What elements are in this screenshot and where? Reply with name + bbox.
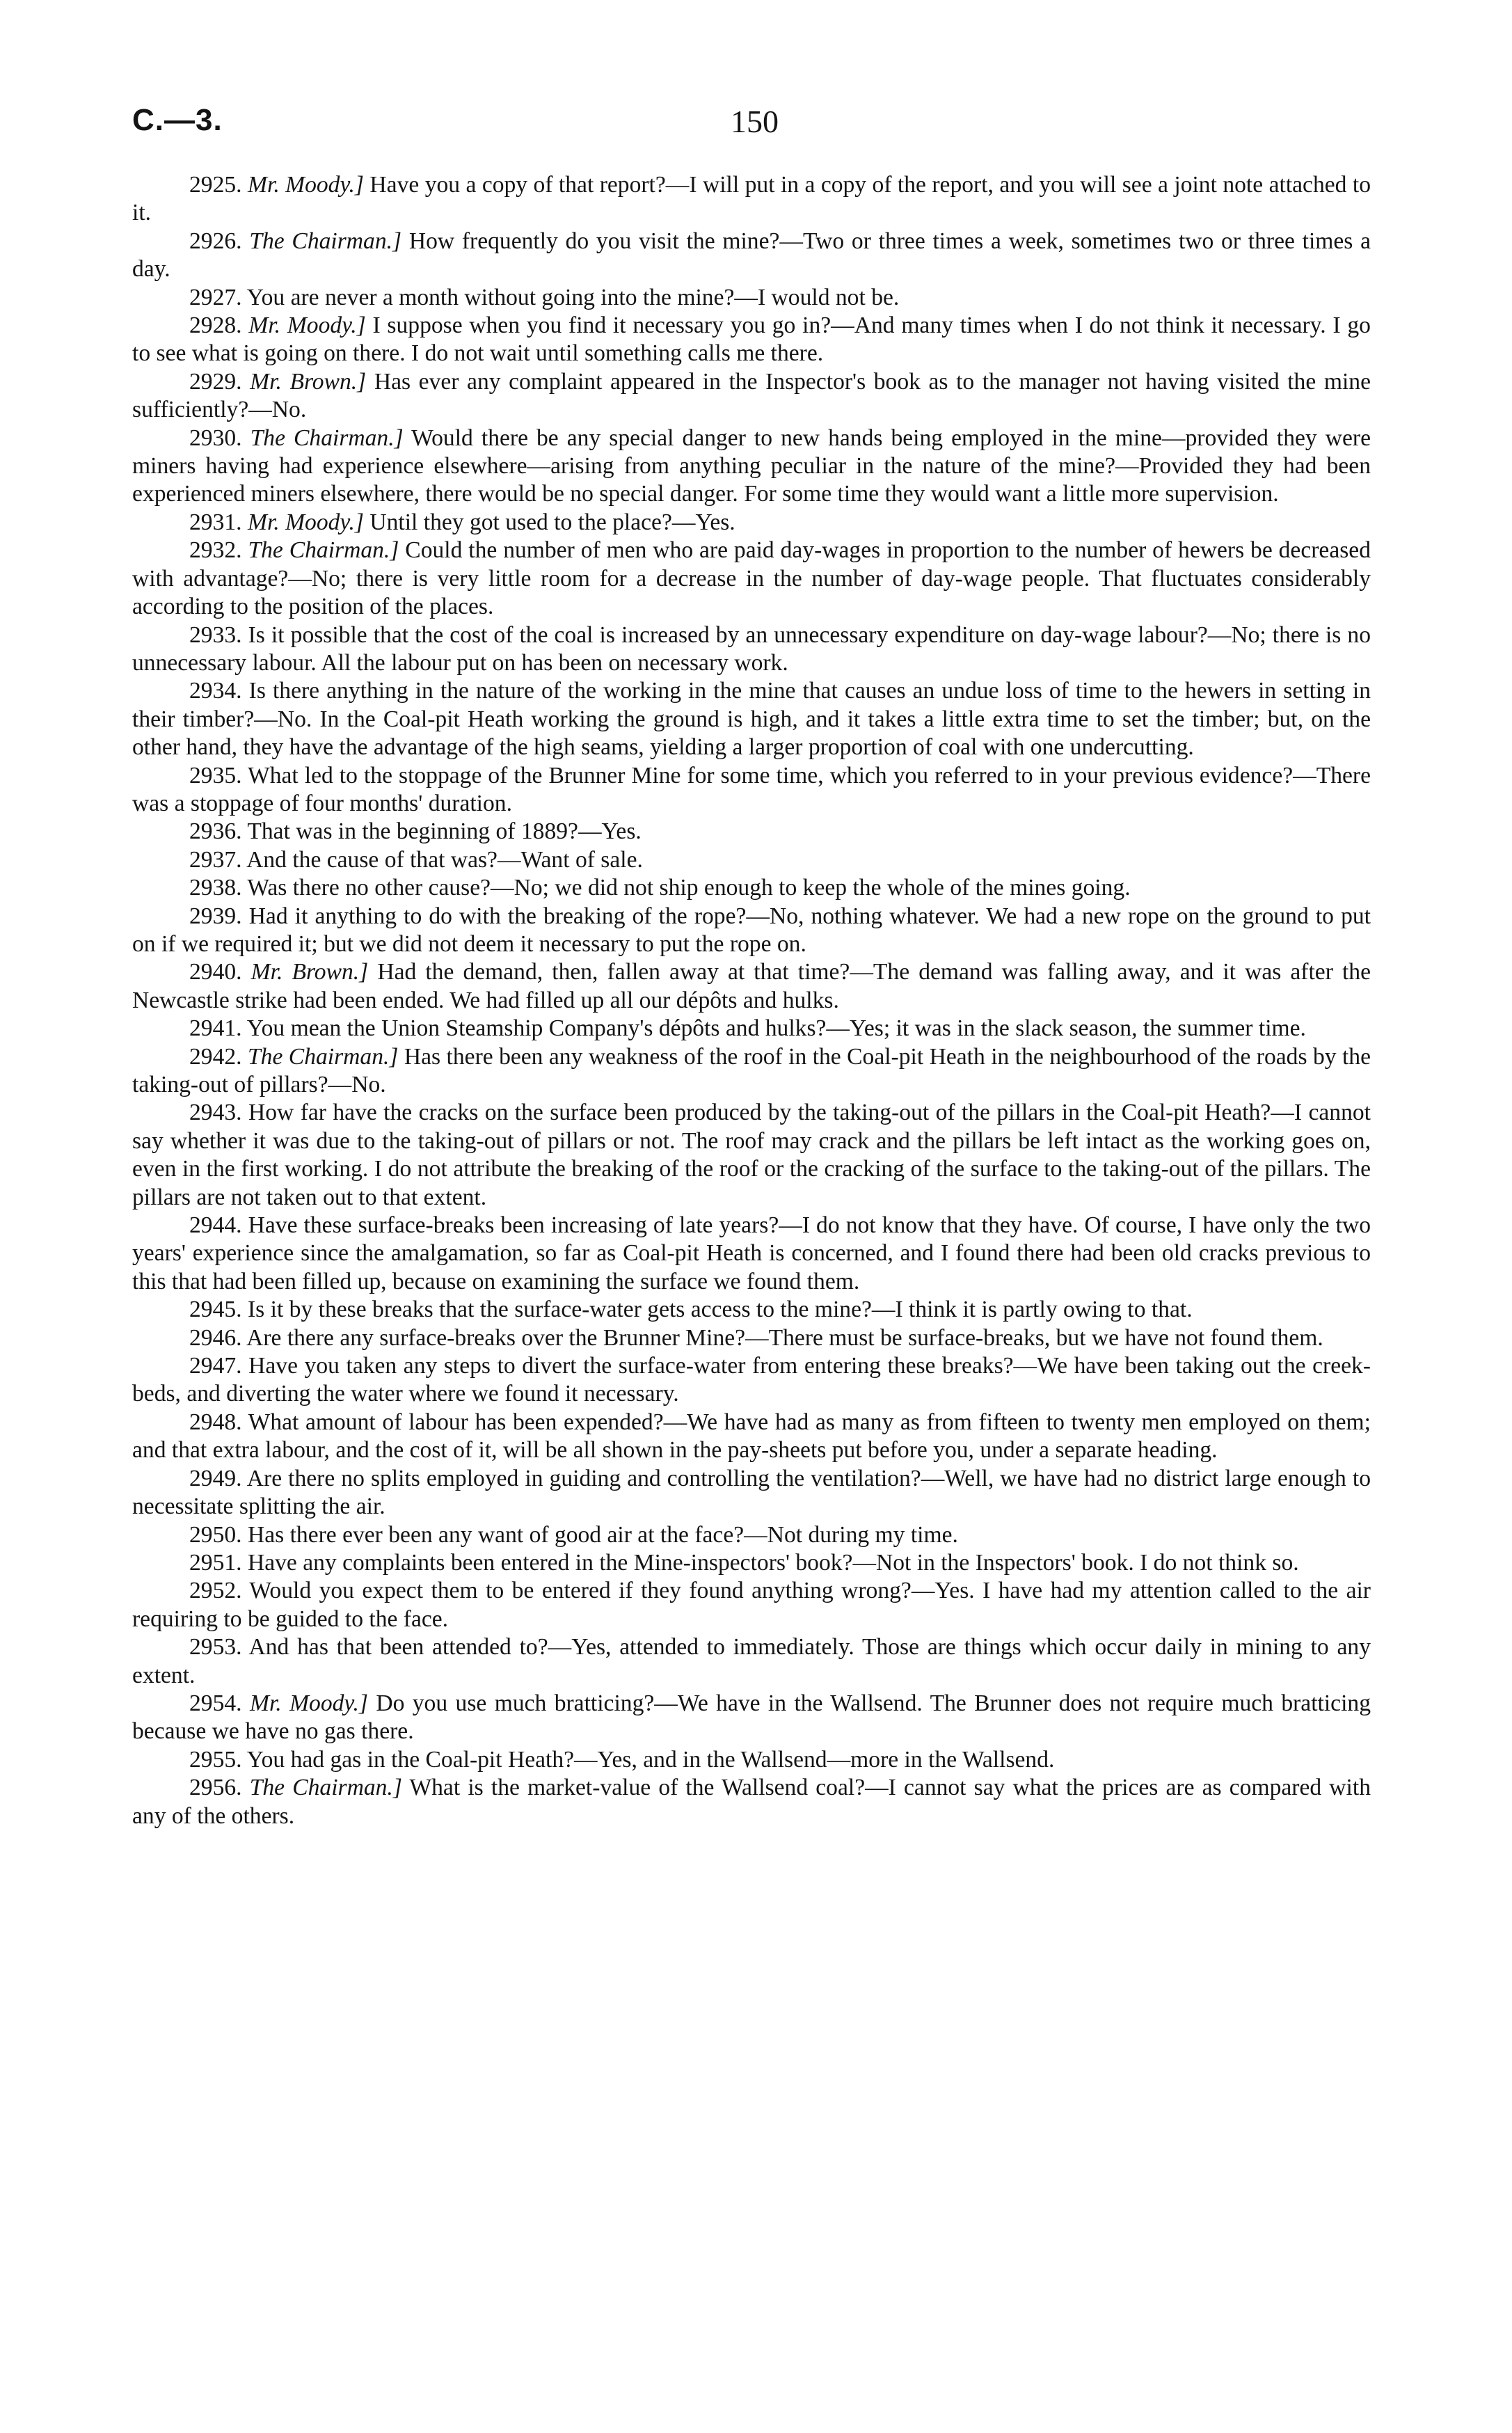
question-answer-text: You mean the Union Steamship Company's dépôts and hulks?—Yes; it was in the slack season, the summer time. bbox=[246, 1015, 1306, 1042]
question-paragraph bbox=[132, 762, 1371, 818]
question-number: 2956. bbox=[189, 1775, 242, 1801]
question-paragraph bbox=[132, 1577, 1371, 1633]
question-answer-text: Has ever any complaint appeared in the Inspector's book as to the manager not having visited the mine sufficiently?—No. bbox=[132, 368, 1371, 423]
question-answer-text: Is it possible that the cost of the coal is increased by an unnecessary expenditure on day-wage labour?—No; there is no unnecessary labour. All the labour put on has been on necessary work. bbox=[132, 621, 1371, 676]
question-answer-text: You had gas in the Coal-pit Heath?—Yes, and in the Wallsend—more in the Wallsend. bbox=[246, 1746, 1055, 1773]
question-answer-text: Are there any surface-breaks over the Brunner Mine?—There must be surface-breaks, but we have not found them. bbox=[246, 1324, 1323, 1351]
question-number: 2947. bbox=[189, 1353, 242, 1379]
question-number: 2930. bbox=[189, 425, 242, 451]
question-number: 2928. bbox=[189, 312, 242, 339]
question-paragraph bbox=[132, 846, 1371, 874]
question-paragraph bbox=[132, 1296, 1371, 1324]
question-paragraph bbox=[132, 621, 1371, 678]
question-answer-text: Do you use much bratticing?—We have in the Wallsend. The Brunner does not require much bratticing because we have no gas there. bbox=[132, 1690, 1371, 1745]
question-answer-text: That was in the beginning of 1889?—Yes. bbox=[247, 818, 642, 845]
question-paragraph bbox=[132, 1633, 1371, 1690]
question-number: 2950. bbox=[189, 1521, 242, 1548]
question-number: 2927. bbox=[189, 284, 242, 310]
question-number: 2934. bbox=[189, 678, 242, 704]
question-paragraph bbox=[132, 818, 1371, 846]
question-paragraph bbox=[132, 1521, 1371, 1549]
question-answer-text: Had the demand, then, fallen away at that time?—The demand was falling away, and it was after the Newcastle strike had been ended. We had filled up all our dépôts and hulks. bbox=[132, 959, 1371, 1013]
question-number: 2948. bbox=[189, 1409, 242, 1435]
question-answer-text: How frequently do you visit the mine?—Two or three times a week, sometimes two or three times a day. bbox=[132, 228, 1371, 283]
question-answer-text: Have any complaints been entered in the Mine-inspectors' book?—Not in the Inspectors' book. I do not think so. bbox=[247, 1549, 1299, 1576]
question-paragraph bbox=[132, 1690, 1371, 1746]
question-number: 2932. bbox=[189, 537, 242, 564]
question-paragraph bbox=[132, 1324, 1371, 1352]
question-answer-text: Until they got used to the place?—Yes. bbox=[363, 509, 735, 535]
question-number: 2926. bbox=[189, 228, 242, 254]
question-paragraph bbox=[132, 1746, 1371, 1774]
question-number: 2945. bbox=[189, 1297, 242, 1323]
question-paragraph bbox=[132, 368, 1371, 425]
question-number: 2951. bbox=[189, 1549, 242, 1576]
speaker-name: Mr. Moody.] bbox=[249, 1690, 368, 1716]
question-number: 2935. bbox=[189, 762, 242, 788]
question-paragraph bbox=[132, 1465, 1371, 1521]
question-paragraph bbox=[132, 425, 1371, 509]
question-paragraph bbox=[132, 1043, 1371, 1100]
question-number: 2949. bbox=[189, 1465, 242, 1491]
speaker-name: The Chairman.] bbox=[249, 228, 402, 254]
question-answer-text: And has that been attended to?—Yes, attended to immediately. Those are things which occur daily in mining to any extent. bbox=[132, 1634, 1371, 1688]
question-paragraph bbox=[132, 171, 1371, 228]
question-answer-text: And the cause of that was?—Want of sale. bbox=[246, 846, 643, 873]
question-paragraph bbox=[132, 537, 1371, 621]
question-answer-text: Have you taken any steps to divert the surface-water from entering these breaks?—We have been taking out the creek-beds, and diverting the water where we found it necessary. bbox=[132, 1353, 1371, 1407]
question-answer-text: How far have the cracks on the surface been produced by the taking-out of the pillars in the Coal-pit Heath?—I cannot say whether it was due to the taking-out of pillars or not. The roof may crack and the pillars be left intact as the working goes on, even in the first working. I do not attribute the breaking of the roof or the cracking of the surface to the taking-out of the pillars. The pillars are not taken out to that extent. bbox=[132, 1100, 1371, 1210]
question-answer-text: Have these surface-breaks been increasing of late years?—I do not know that they have. Of course, I have only the two years' experience since the amalgamation, so far as Coal-pit Heath is concerned, and I found there had been old cracks previous to this that had been filled up, because on examining the surface we found them. bbox=[132, 1212, 1371, 1294]
question-number: 2942. bbox=[189, 1043, 242, 1070]
evidence-transcript bbox=[132, 171, 1371, 1830]
speaker-name: The Chairman.] bbox=[248, 537, 399, 564]
question-answer-text: You are never a month without going into the mine?—I would not be. bbox=[246, 284, 900, 310]
question-paragraph bbox=[132, 1099, 1371, 1212]
speaker-name: Mr. Moody.] bbox=[248, 172, 364, 198]
speaker-name: Mr. Moody.] bbox=[248, 312, 366, 339]
question-answer-text: What led to the stoppage of the Brunner Mine for some time, which you referred to in your previous evidence?—There was a stoppage of four months' duration. bbox=[132, 762, 1371, 816]
question-number: 2931. bbox=[189, 509, 242, 535]
question-answer-text: I suppose when you find it necessary you go in?—And many times when I do not think it necessary. I go to see what is going on there. I do not wait until something calls me there. bbox=[132, 312, 1371, 367]
question-paragraph bbox=[132, 1774, 1371, 1830]
question-number: 2937. bbox=[189, 846, 242, 873]
question-paragraph bbox=[132, 903, 1371, 959]
question-answer-text: Had it anything to do with the breaking of the rope?—No, nothing whatever. We had a new rope on the ground to put on if we required it; but we did not deem it necessary to put the rope on. bbox=[132, 903, 1371, 957]
question-number: 2954. bbox=[189, 1690, 242, 1716]
question-paragraph bbox=[132, 1549, 1371, 1577]
question-number: 2940. bbox=[189, 959, 242, 985]
question-answer-text: Is there anything in the nature of the working in the mine that causes an undue loss of time to the hewers in setting in their timber?—No. In the Coal-pit Heath working the ground is high, and it takes a little extra time to set the timber; but, on the other hand, they have the advantage of the high seams, yielding a larger proportion of coal with one undercutting. bbox=[132, 678, 1371, 761]
question-number: 2939. bbox=[189, 903, 242, 929]
question-number: 2936. bbox=[189, 818, 242, 845]
speaker-name: The Chairman.] bbox=[250, 425, 404, 451]
question-paragraph bbox=[132, 284, 1371, 312]
question-number: 2944. bbox=[189, 1212, 242, 1239]
question-number: 2929. bbox=[189, 368, 242, 395]
question-paragraph bbox=[132, 312, 1371, 368]
question-answer-text: Has there ever been any want of good air at the face?—Not during my time. bbox=[247, 1521, 958, 1548]
question-paragraph bbox=[132, 228, 1371, 284]
page-number: 150 bbox=[731, 104, 779, 139]
document-reference: C.—3. bbox=[132, 103, 223, 137]
question-number: 2952. bbox=[189, 1578, 242, 1604]
question-number: 2946. bbox=[189, 1324, 242, 1351]
question-paragraph bbox=[132, 1409, 1371, 1465]
speaker-name: Mr. Moody.] bbox=[247, 509, 364, 535]
question-answer-text: Are there no splits employed in guiding and controlling the ventilation?—Well, we have had no district large enough to necessitate splitting the air. bbox=[132, 1465, 1371, 1520]
page-header bbox=[132, 103, 1371, 145]
question-answer-text: Would you expect them to be entered if they found anything wrong?—Yes. I have had my attention called to the air requiring to be guided to the face. bbox=[132, 1578, 1371, 1632]
question-paragraph bbox=[132, 677, 1371, 761]
speaker-name: Mr. Brown.] bbox=[250, 959, 369, 985]
question-number: 2943. bbox=[189, 1100, 242, 1126]
question-answer-text: Has there been any weakness of the roof in the Coal-pit Heath in the neighbourhood of the roads by the taking-out of pillars?—No. bbox=[132, 1043, 1371, 1097]
question-answer-text: What amount of labour has been expended?—We have had as many as from fifteen to twenty men employed on them; and that extra labour, and the cost of it, will be all shown in the pay-sheets put before you, under a separate heading. bbox=[132, 1409, 1371, 1464]
speaker-name: Mr. Brown.] bbox=[250, 368, 367, 395]
speaker-name: The Chairman.] bbox=[248, 1043, 399, 1070]
question-number: 2933. bbox=[189, 621, 242, 648]
question-answer-text: Was there no other cause?—No; we did not ship enough to keep the whole of the mines going. bbox=[247, 875, 1131, 901]
question-paragraph bbox=[132, 509, 1371, 537]
question-answer-text: Could the number of men who are paid day-wages in proportion to the number of hewers be decreased with advantage?—No; there is very little room for a decrease in the number of day-wage people. That fluctuates considerably according to the position of the places. bbox=[132, 537, 1371, 620]
question-paragraph bbox=[132, 1015, 1371, 1043]
question-paragraph bbox=[132, 958, 1371, 1015]
question-number: 2941. bbox=[189, 1015, 242, 1042]
question-number: 2925. bbox=[189, 172, 242, 198]
question-number: 2953. bbox=[189, 1634, 242, 1661]
question-answer-text: Have you a copy of that report?—I will put in a copy of the report, and you will see a joint note attached to it. bbox=[132, 172, 1371, 226]
question-number: 2938. bbox=[189, 875, 242, 901]
question-paragraph bbox=[132, 1352, 1371, 1409]
speaker-name: The Chairman.] bbox=[249, 1775, 402, 1801]
question-answer-text: Is it by these breaks that the surface-water gets access to the mine?—I think it is partly owing to that. bbox=[247, 1297, 1193, 1323]
question-answer-text: What is the market-value of the Wallsend coal?—I cannot say what the prices are as compared with any of the others. bbox=[132, 1775, 1371, 1829]
question-paragraph bbox=[132, 1212, 1371, 1296]
question-paragraph bbox=[132, 874, 1371, 902]
question-number: 2955. bbox=[189, 1746, 242, 1773]
question-answer-text: Would there be any special danger to new hands being employed in the mine—provided they were miners having had experience elsewhere—arising from anything peculiar in the nature of the mine?—Provided they had been experienced miners elsewhere, there would be no special danger. For some time they would want a little more supervision. bbox=[132, 425, 1371, 507]
